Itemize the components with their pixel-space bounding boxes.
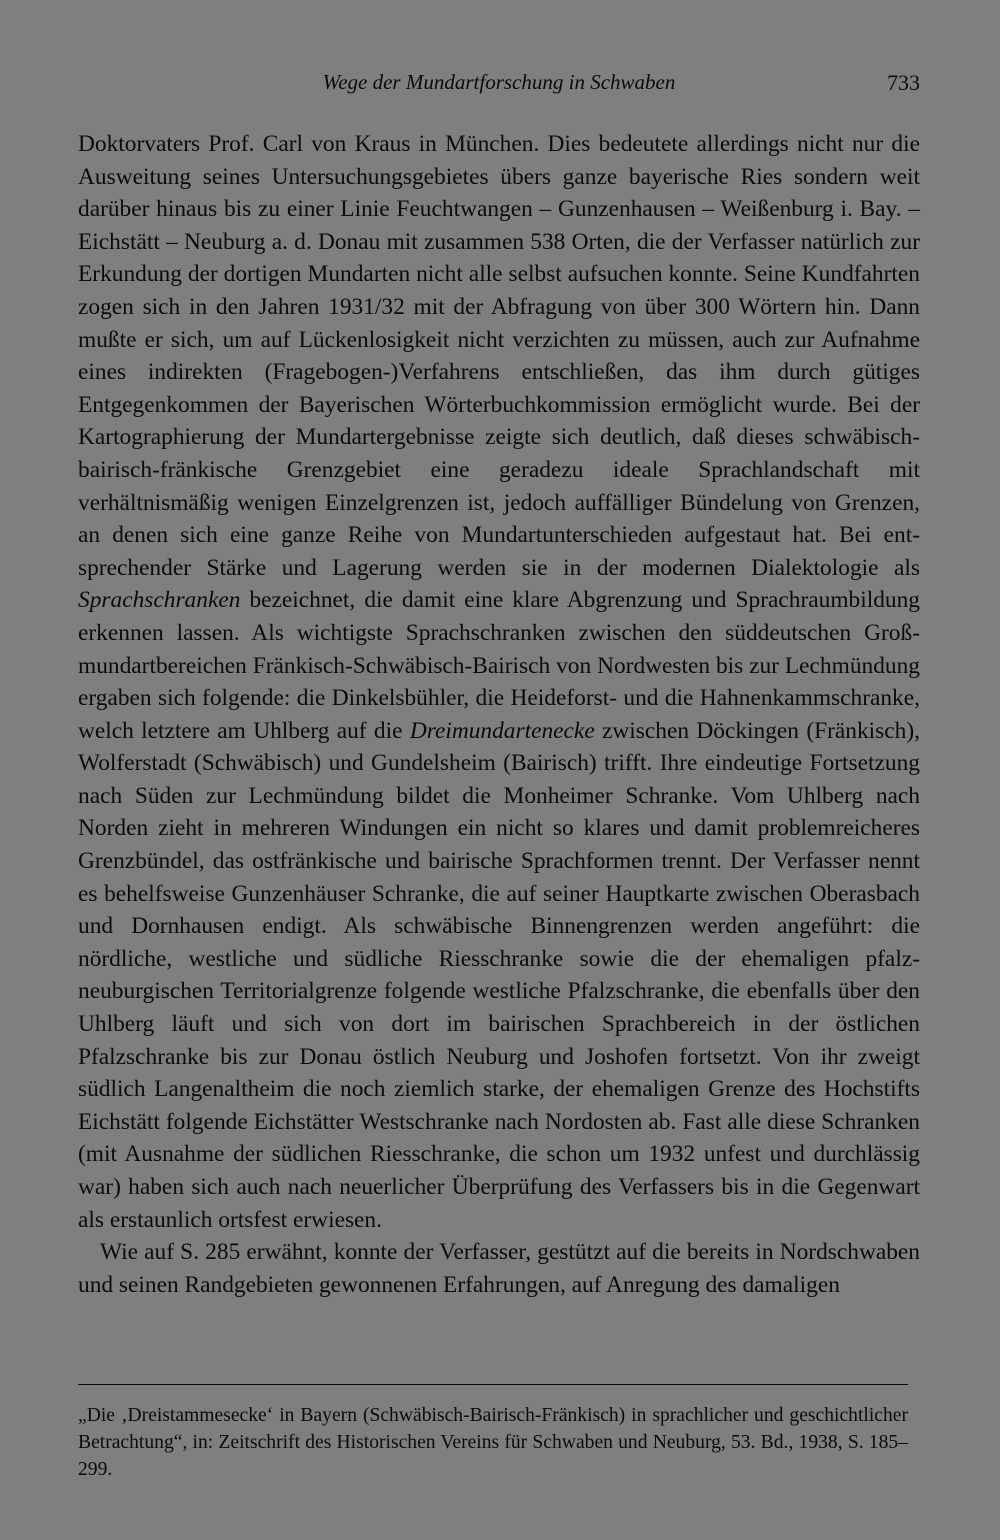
footnote-text: „Die ‚Dreistammesecke‘ in Bayern (Schwäbisch-Bairisch-Fränkisch) in sprachlicher und geschichtlicher Betrachtung“, in: Zeitschrift des Historischen Vereins für Schwaben und Neuburg, 53. Bd., 1938, S. 185–299. (78, 1405, 908, 1480)
page-number: 733 (887, 70, 920, 95)
paragraph-1-text-b: bezeichnet, die damit eine klare Abgrenzung und Sprachraumbildung erkennen lassen. Als wichtigste Sprachschranken zwischen den süddeutschen Großmundartbereichen Fränkisch-Schwäbisch-Bairisch von Nordwesten bis zur Lechmündung ergaben sich folgende: die Dinkelsbühler, die Heideforst- und die Hahnenkammschranke, welch letztere am Uhlberg auf die (78, 587, 920, 744)
paragraph-1 (78, 128, 920, 1236)
paragraph-2: Wie auf S. 285 erwähnt, konnte der Verfasser, gestützt auf die bereits in Nordschwaben und seinen Randgebieten gewonnenen Erfahrungen, auf Anregung des damaligen (78, 1239, 920, 1298)
term-sprachschranken: Sprachschranken (78, 587, 241, 614)
paragraph-1-text-a: Doktorvaters Prof. Carl von Kraus in München. Dies bedeutete allerdings nicht nur die Ausweitung seines Untersuchungsgebietes übers ganze bayerische Ries sondern weit darüber hinaus bis zu einer Linie Feuchtwangen – Gunzenhausen – Weißenburg i. Bay. – Eichstätt – Neuburg a. d. Donau mit zusammen 538 Orten, die der Verfasser natürlich zur Erkundung der dortigen Mundarten nicht alle selbst aufsuchen konnte. Seine Kundfahrten zogen sich in den Jahren 1931/32 mit der Abfragung von über 300 Wörtern hin. Dann mußte er sich, um auf Lückenlosigkeit nicht verzichten zu müssen, auch zur Aufnahme eines indirekten (Fragebogen-)Verfahrens entschließen, das ihm durch gütiges Entgegenkommen der Bayerischen Wörterbuchkommission ermöglicht wurde. Bei der Kartographierung der Mundartergebnisse zeigte sich deutlich, daß dieses schwäbisch-bairisch-fränkische Grenzgebiet eine geradezu ideale Sprachlandschaft mit verhältnismäßig wenigen Einzelgrenzen ist, jedoch auffälliger Bündelung von Grenzen, an denen sich eine ganze Reihe von Mundartunterschieden aufgestaut hat. Bei entsprechender Stärke und Lagerung werden sie in der modernen Dialektologie als (78, 131, 920, 581)
body-text (78, 128, 920, 1301)
paragraph-1-text-c: zwischen Döckingen (Fränkisch), Wolferstadt (Schwäbisch) und Gundelsheim (Bairisch) trifft. Ihre eindeutige Fortsetzung nach Süden zur Lechmündung bildet die Monheimer Schranke. Vom Uhlberg nach Norden zieht in mehreren Windungen ein nicht so klares und damit problemreicheres Grenzbündel, das ostfränkische und bairische Sprachformen trennt. Der Verfasser nennt es behelfsweise Gunzenhäuser Schranke, die auf seiner Hauptkarte zwischen Oberasbach und Dornhausen endigt. Als schwäbische Binnengrenzen werden angeführt: die nördliche, westliche und südliche Riesschranke sowie die der ehemaligen pfalz-neuburgischen Territorialgrenze folgende westliche Pfalzschranke, die ebenfalls über den Uhlberg läuft und sich von dort im bairischen Sprachbereich in der östlichen Pfalzschranke bis zur Donau östlich Neuburg und Joshofen fortsetzt. Von ihr zweigt südlich Langenaltheim die noch ziemlich starke, der ehemaligen Grenze des Hochstifts Eichstätt folgende Eichstätter Westschranke nach Nordosten ab. Fast alle diese Schranken (mit Ausnahme der südlichen Riesschranke, die schon um 1932 unfest und durchlässig war) haben sich auch nach neuerlicher Überprüfung des Verfassers bis in die Gegenwart als erstaunlich ortsfest erwiesen. (78, 717, 920, 1233)
term-dreimundartenecke: Dreimundartenecke (409, 717, 595, 744)
running-title: Wege der Mundartforschung in Schwaben (322, 70, 676, 94)
footnote-divider (78, 1384, 908, 1385)
footnote (78, 1402, 908, 1483)
running-head (78, 70, 920, 104)
